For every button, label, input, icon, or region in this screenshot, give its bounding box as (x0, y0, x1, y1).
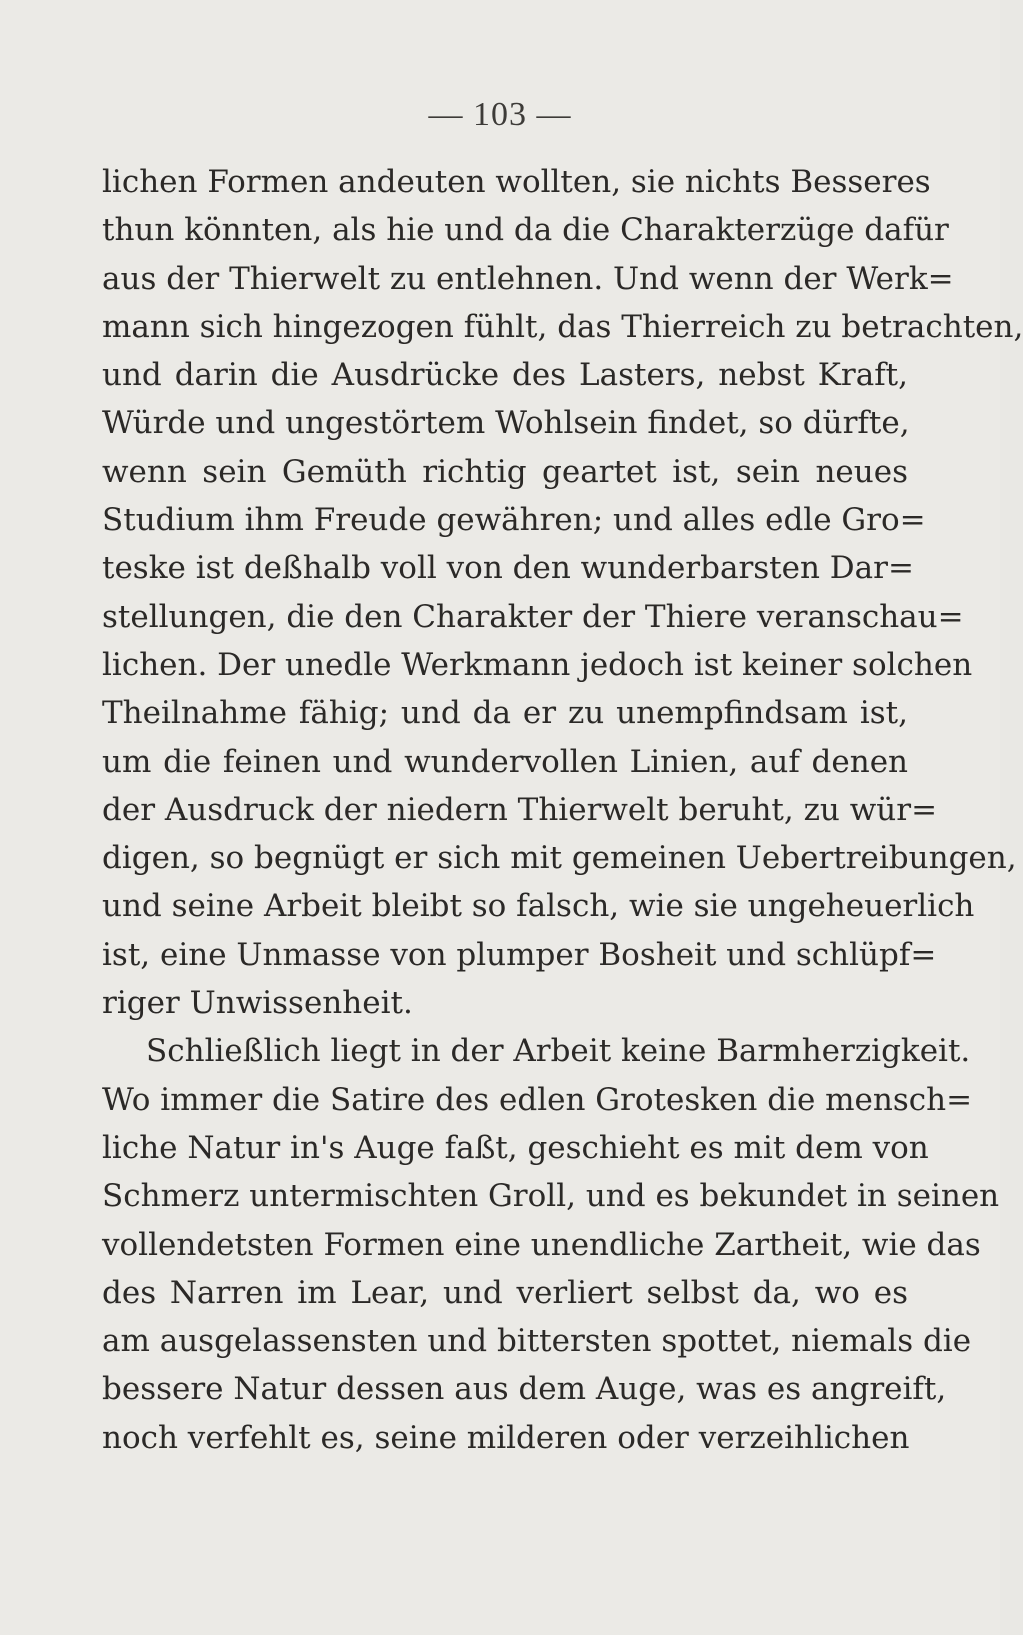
text-line: wenn sein Gemüth richtig geartet ist, sein neues (102, 453, 908, 490)
text-line: digen, so begnügt er sich mit gemeinen Uebertreibungen, (102, 840, 1017, 877)
text-line: mann sich hingezogen fühlt, das Thierreich zu betrachten, (102, 308, 1023, 345)
text-line: der Ausdruck der niedern Thierwelt beruht, zu wür= (102, 791, 938, 828)
text-line: des Narren im Lear, und verliert selbst da, wo es (102, 1274, 908, 1311)
page-number: — 103 — (428, 96, 572, 133)
text-line: aus der Thierwelt zu entlehnen. Und wenn der Werk= (102, 260, 954, 297)
text-line: und seine Arbeit bleibt so falsch, wie sie ungeheuerlich (102, 888, 975, 925)
text-line: Studium ihm Freude gewähren; und alles edle Gro= (102, 502, 926, 539)
text-line: ist, eine Unmasse von plumper Bosheit und schlüpf= (102, 936, 937, 973)
text-line: liche Natur in's Auge faßt, geschieht es mit dem von (102, 1129, 929, 1166)
text-line: Schmerz untermischten Groll, und es bekundet in seinen (102, 1178, 1000, 1215)
text-line: Wo immer die Satire des edlen Grotesken die mensch= (102, 1081, 973, 1118)
text-line: teske ist deßhalb voll von den wunderbarsten Dar= (102, 550, 914, 587)
text-line: lichen. Der unedle Werkmann jedoch ist keiner solchen (102, 646, 973, 683)
text-line: bessere Natur dessen aus dem Auge, was es angreift, (102, 1371, 947, 1408)
paragraph-end-line: riger Unwissenheit. (102, 985, 413, 1022)
text-line: vollendetsten Formen eine unendliche Zartheit, wie das (102, 1226, 981, 1263)
body-text (102, 158, 1023, 1462)
text-line: Theilnahme fähig; und da er zu unempfindsam ist, (102, 695, 908, 732)
text-line: und darin die Ausdrücke des Lasters, nebst Kraft, (102, 357, 908, 394)
text-line: thun könnten, als hie und da die Charakterzüge dafür (102, 212, 949, 249)
text-line: stellungen, die den Charakter der Thiere veranschau= (102, 598, 964, 635)
paragraph-start-line: Schließlich liegt in der Arbeit keine Barmherzigkeit. (146, 1033, 971, 1070)
text-line: um die feinen und wundervollen Linien, auf denen (102, 743, 908, 780)
text-line: noch verfehlt es, seine milderen oder verzeihlichen (102, 1419, 910, 1456)
text-line: Würde und ungestörtem Wohlsein findet, so dürfte, (102, 405, 910, 442)
text-line: lichen Formen andeuten wollten, sie nichts Besseres (102, 164, 931, 200)
text-line: am ausgelassensten und bittersten spottet, niemals die (102, 1323, 972, 1360)
